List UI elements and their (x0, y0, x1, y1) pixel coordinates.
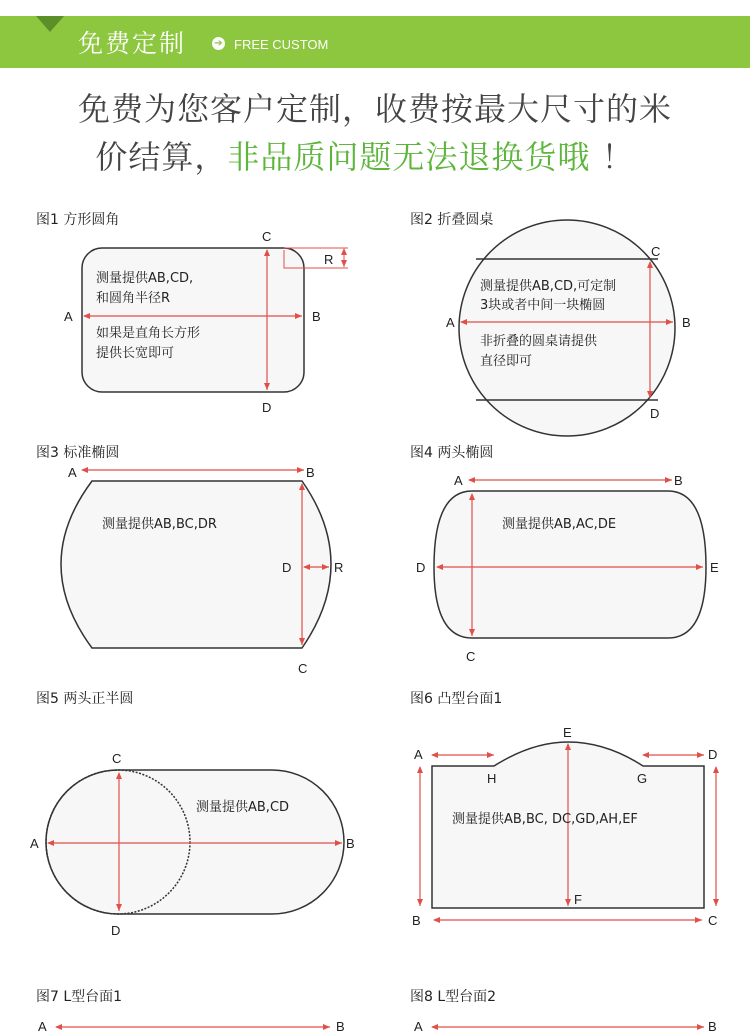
figure5-point-c: C (112, 751, 122, 766)
figure3-note: 测量提供AB,BC,DR (102, 517, 217, 532)
figure4-point-a: A (454, 473, 463, 488)
figure8-label: 图8 L型台面2 (410, 989, 497, 1005)
banner-subtitle: FREE CUSTOM (234, 37, 329, 52)
figure1-point-b: B (312, 309, 321, 324)
figure4-label: 图4 两头椭圆 (410, 445, 494, 461)
figure5-diagram (30, 751, 355, 938)
figure2-point-a: A (446, 315, 455, 330)
figure1-point-d: D (262, 400, 272, 415)
figure1-label: 图1 方形圆角 (36, 212, 120, 228)
figure3-point-a: A (68, 465, 77, 480)
figure2-diagram (446, 220, 691, 436)
figure2-point-c: C (651, 244, 661, 259)
figure6-point-d: D (708, 747, 718, 762)
figure4-point-d: D (416, 560, 426, 575)
figure5-point-b: B (346, 836, 355, 851)
figure3-point-b: B (306, 465, 315, 480)
figure4-point-b: B (674, 473, 683, 488)
figure3-point-r: R (334, 560, 344, 575)
figure1-diagram (64, 229, 348, 415)
figure6-point-a: A (414, 747, 423, 762)
figure2-point-b: B (682, 315, 691, 330)
figure3-label: 图3 标准椭圆 (36, 445, 120, 461)
figure3-diagram (61, 465, 343, 676)
figure8-diagram (414, 1019, 717, 1031)
figure3-point-d: D (282, 560, 292, 575)
semicircle-table-shape (46, 770, 344, 914)
banner-title: 免费定制 (78, 29, 187, 58)
figure1-point-r: R (324, 252, 334, 267)
figure2-label: 图2 折叠圆桌 (410, 212, 494, 228)
figure6-point-c: C (708, 913, 718, 928)
figure8-point-a: A (414, 1019, 423, 1031)
figure2-note4: 直径即可 (480, 354, 533, 369)
figure2-note3: 非折叠的圆桌请提供 (480, 334, 598, 349)
headline-line1: 免费为您客户定制，收费按最大尺寸的米 (77, 90, 672, 128)
figure6-point-e: E (563, 725, 572, 740)
figure2-point-d: D (650, 406, 660, 421)
two-end-oval-shape (434, 491, 706, 638)
figure5-point-a: A (30, 836, 39, 851)
figure5-point-d: D (111, 923, 121, 938)
figure7-point-b: B (336, 1019, 345, 1031)
figure2-note2: 3块或者中间一块椭圆 (480, 298, 606, 313)
figure4-point-c: C (466, 649, 476, 664)
arrow-right-icon: ➔ (212, 37, 225, 50)
figure4-point-e: E (710, 560, 719, 575)
figure5-label: 图5 两头正半圆 (36, 691, 134, 707)
figure5-note: 测量提供AB,CD (196, 800, 290, 815)
figure1-note2: 和圆角半径R (96, 291, 171, 306)
figure3-point-c: C (298, 661, 308, 676)
figure1-note4: 提供长宽即可 (96, 346, 175, 361)
round-table-shape (459, 220, 675, 436)
headline-line2-suffix: ！ (590, 138, 635, 176)
figure6-label: 图6 凸型台面1 (410, 691, 503, 707)
figure4-diagram (416, 473, 719, 664)
figure1-point-a: A (64, 309, 73, 324)
figure4-note: 测量提供AB,AC,DE (502, 517, 617, 532)
headline-line2-prefix: 价结算， (95, 138, 228, 176)
figure6-point-f: F (574, 892, 582, 907)
headline-line2-green: 非品质问题无法退换货哦 (227, 138, 591, 176)
figure7-point-a: A (38, 1019, 47, 1031)
figure7-label: 图7 L型台面1 (36, 989, 123, 1005)
figure8-point-b: B (708, 1019, 717, 1031)
figure2-note1: 测量提供AB,CD,可定制 (480, 279, 617, 294)
figure1-note3: 如果是直角长方形 (96, 326, 201, 341)
figure6-point-g: G (637, 771, 648, 786)
figure7-diagram (38, 1019, 345, 1031)
figure1-note1: 测量提供AB,CD, (96, 271, 194, 286)
figure6-note: 测量提供AB,BC, DC,GD,AH,EF (452, 812, 638, 827)
rounded-rectangle-shape (82, 248, 304, 392)
figure1-point-c: C (262, 229, 272, 244)
figure6-point-h: H (487, 771, 497, 786)
figure6-point-b: B (412, 913, 421, 928)
figure6-diagram (412, 725, 717, 928)
